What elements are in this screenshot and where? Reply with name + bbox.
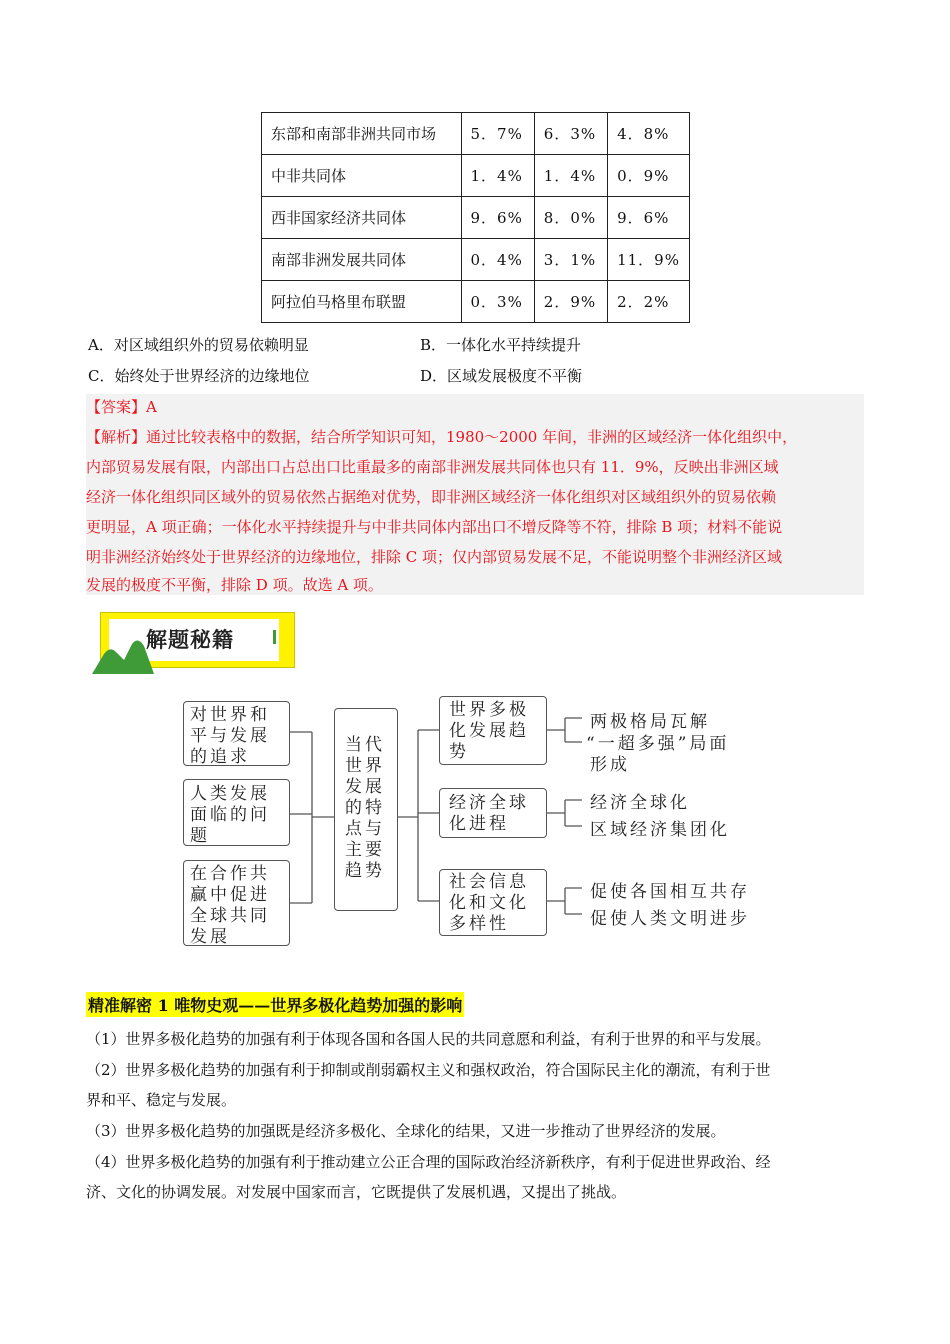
table-cell-name: 东部和南部非洲共同市场: [262, 113, 462, 155]
section-title: 精准解密 1 唯物史观——世界多极化趋势加强的影响: [86, 992, 464, 1017]
table-cell-value: 1．4%: [461, 155, 534, 197]
table-cell-value: 0．9%: [608, 155, 690, 197]
option-c: C．始终处于世界经济的边缘地位: [88, 367, 310, 385]
table-cell-value: 5．7%: [461, 113, 534, 155]
analysis-line: 经济一体化组织同区域外的贸易依然占据绝对优势，即非洲区域经济一体化组织对区域组织外的贸易依赖: [86, 488, 777, 506]
option-a: A．对区域组织外的贸易依赖明显: [88, 336, 309, 354]
mindmap-left-node: 在合作共赢中促进全球共同发展: [183, 860, 290, 946]
mindmap-leaf: 区域经济集团化: [590, 820, 730, 840]
mindmap-right-node: 世界多极化发展趋势: [439, 696, 547, 765]
table-cell-name: 西非国家经济共同体: [262, 197, 462, 239]
analysis-line: 内部贸易发展有限，内部出口占总出口比重最多的南部非洲发展共同体也只有 11．9%，反映出非洲区域: [86, 458, 779, 476]
table-cell-value: 8．0%: [534, 197, 607, 239]
banner-title: 解题秘籍: [146, 628, 234, 652]
table-cell-name: 阿拉伯马格里布联盟: [262, 281, 462, 323]
table-cell-value: 6．3%: [534, 113, 607, 155]
option-d: D．区域发展极度不平衡: [420, 367, 583, 385]
table-cell-name: 中非共同体: [262, 155, 462, 197]
paragraph-line: 界和平、稳定与发展。: [86, 1091, 237, 1109]
mindmap-leaf: “一超多强”局面: [586, 734, 730, 754]
analysis-line: 【解析】通过比较表格中的数据，结合所学知识可知，1980～2000 年间，非洲的区域经济一体化组织中，: [86, 428, 798, 446]
mindmap-leaf: 经济全球化: [590, 793, 690, 813]
paragraph-line: （4）世界多极化趋势的加强有利于推动建立公正合理的国际政治经济新秩序，有利于促进世界政治、经: [86, 1153, 771, 1171]
mindmap-center-node: 当代世界发展的特点与主要趋势: [334, 708, 398, 911]
table-cell-value: 0．4%: [461, 239, 534, 281]
table-cell-value: 1．4%: [534, 155, 607, 197]
analysis-line: 更明显，A 项正确；一体化水平持续提升与中非共同体内部出口不增反降等不符，排除 B 项；材料不能说: [86, 518, 783, 536]
paragraph-line: 济、文化的协调发展。对发展中国家而言，它既提供了发展机遇，又提出了挑战。: [86, 1183, 627, 1201]
option-b: B．一体化水平持续提升: [420, 336, 582, 354]
table-cell-value: 4．8%: [608, 113, 690, 155]
table-cell-value: 9．6%: [461, 197, 534, 239]
analysis-line: 发展的极度不平衡，排除 D 项。故选 A 项。: [86, 576, 383, 594]
mindmap-right-node: 经济全球化进程: [439, 788, 547, 838]
mindmap-right-node: 社会信息化和文化多样性: [439, 869, 547, 936]
answer-label: 【答案】A: [86, 398, 157, 416]
mindmap-left-node: 对世界和平与发展的追求: [183, 701, 290, 766]
paragraph-line: （3）世界多极化趋势的加强既是经济多极化、全球化的结果，又进一步推动了世界经济的发展。: [86, 1122, 726, 1140]
table-cell-value: 11．9%: [608, 239, 690, 281]
paragraph-line: （1）世界多极化趋势的加强有利于体现各国和各国人民的共同意愿和利益，有利于世界的和平与发展。: [86, 1030, 771, 1048]
analysis-line: 明非洲经济始终处于世界经济的边缘地位，排除 C 项；仅内部贸易发展不足，不能说明整个非洲经济区域: [86, 548, 783, 566]
mindmap-left-node: 人类发展面临的问题: [183, 779, 290, 846]
table-cell-name: 南部非洲发展共同体: [262, 239, 462, 281]
mindmap-leaf: 促使各国相互共存: [590, 882, 750, 902]
table-cell-value: 0．3%: [461, 281, 534, 323]
table-cell-value: 2．9%: [534, 281, 607, 323]
table-cell-value: 3．1%: [534, 239, 607, 281]
paragraph-line: （2）世界多极化趋势的加强有利于抑制或削弱霸权主义和强权政治，符合国际民主化的潮流，有利于世: [86, 1061, 771, 1079]
table-cell-value: 2．2%: [608, 281, 690, 323]
table-cell-value: 9．6%: [608, 197, 690, 239]
mindmap-leaf: 两极格局瓦解: [590, 712, 710, 732]
mindmap-leaf: 形成: [590, 755, 630, 775]
mindmap-leaf: 促使人类文明进步: [590, 909, 750, 929]
